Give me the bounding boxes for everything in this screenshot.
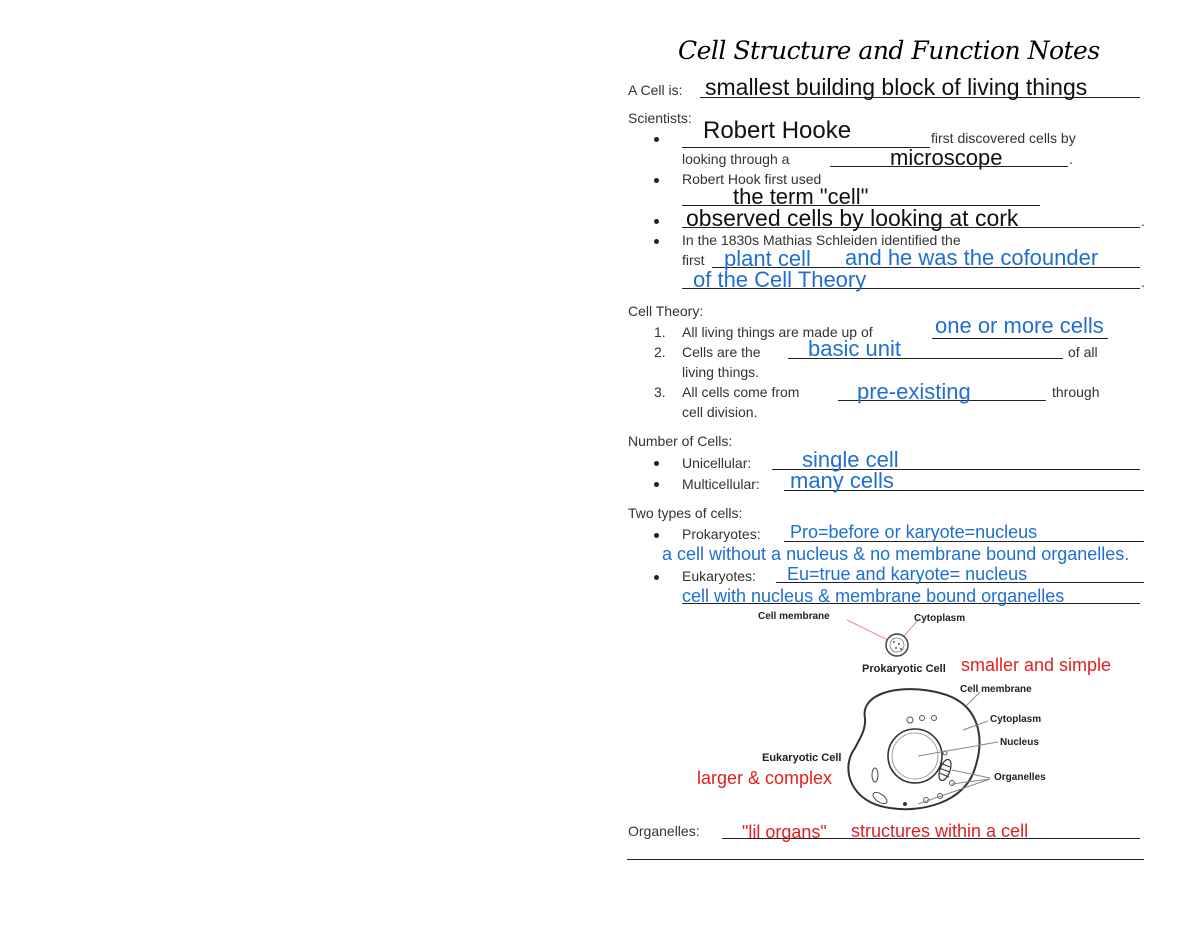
prokaryotes-answer: Pro=before or karyote=nucleus <box>790 522 1038 542</box>
pro-cytoplasm-label: Cytoplasm <box>914 613 966 624</box>
schleiden-answer-3: of the Cell Theory <box>693 267 867 292</box>
eu-organelles-label: Organelles <box>994 772 1046 783</box>
bullet-dot <box>654 178 659 183</box>
a-cell-answer: smallest building block of living things <box>705 74 1088 100</box>
eu-note: larger & complex <box>697 768 833 788</box>
unicellular-label: Unicellular: <box>682 455 752 471</box>
cork-answer: observed cells by looking at cork <box>686 205 1019 231</box>
theory-item-1: All living things are made up of <box>682 324 873 340</box>
theory-item-2a: Cells are the <box>682 344 761 360</box>
eukaryotes-label: Eukaryotes: <box>682 568 756 584</box>
schleiden-first: first <box>682 252 705 268</box>
two-types-label: Two types of cells: <box>628 505 743 521</box>
eukaryotes-answer-2: cell with nucleus & membrane bound organelles <box>682 586 1065 606</box>
theory-item-2c: living things. <box>682 364 760 380</box>
theory-answer-1: one or more cells <box>935 313 1104 338</box>
organelles-answer-1: "lil organs" <box>742 822 827 842</box>
theory-answer-3: pre-existing <box>857 379 971 404</box>
hooke-answer: Robert Hooke <box>703 117 852 144</box>
organelles-blank-2 <box>627 859 1144 860</box>
prokaryotic-cell <box>886 634 908 656</box>
pro-note: smaller and simple <box>961 655 1112 675</box>
microscope-answer: microscope <box>890 145 1003 170</box>
schleiden-answer-1: plant cell <box>724 246 811 271</box>
schleiden-text: In the 1830s Mathias Schleiden identified the <box>682 232 961 248</box>
eu-membrane-label: Cell membrane <box>960 684 1032 695</box>
hooke-text: first discovered cells by <box>931 130 1076 146</box>
organelles-label: Organelles: <box>628 823 700 839</box>
bullet-dot <box>654 575 659 580</box>
a-cell-label: A Cell is: <box>628 82 683 98</box>
theory-num-3: 3. <box>654 384 666 400</box>
theory-item-3b: through <box>1052 384 1100 400</box>
page-title: Cell Structure and Function Notes <box>678 36 1100 65</box>
bullet-dot <box>654 533 659 538</box>
term-cell-answer: the term "cell" <box>733 184 869 209</box>
nucleus <box>888 729 942 783</box>
multicellular-label: Multicellular: <box>682 476 760 492</box>
bullet-dot <box>654 461 659 466</box>
bullet-dot <box>654 482 659 487</box>
pro-membrane-label: Cell membrane <box>758 611 830 622</box>
microscope-end: . <box>1069 151 1073 167</box>
number-of-cells-label: Number of Cells: <box>628 433 733 449</box>
theory-item-3c: cell division. <box>682 404 758 420</box>
hook-used-text: Robert Hook first used <box>682 171 822 187</box>
unicellular-answer: single cell <box>802 447 899 472</box>
eu-caption: Eukaryotic Cell <box>762 752 842 764</box>
theory-num-2: 2. <box>654 344 666 360</box>
scientists-label: Scientists: <box>628 110 692 126</box>
theory-item-2b: of all <box>1068 344 1098 360</box>
bullet-dot <box>654 137 659 142</box>
hooke-line2: looking through a <box>682 151 790 167</box>
bullet-dot <box>654 239 659 244</box>
pro-membrane-pointer <box>847 620 888 640</box>
schleiden-answer-2: and he was the cofounder <box>845 245 1099 270</box>
organelles-answer-2: structures within a cell <box>851 821 1029 841</box>
eu-cytoplasm-label: Cytoplasm <box>990 714 1042 725</box>
prokaryotes-label: Prokaryotes: <box>682 526 761 542</box>
theory-answer-2: basic unit <box>808 336 901 361</box>
bullet-dot <box>654 219 659 224</box>
eu-nucleus-label: Nucleus <box>1000 737 1039 748</box>
prokaryotes-answer-2: a cell without a nucleus & no membrane bound organelles. <box>662 544 1130 564</box>
cell-theory-label: Cell Theory: <box>628 303 704 319</box>
multicellular-answer: many cells <box>790 468 894 493</box>
schleiden-end: . <box>1141 274 1145 290</box>
cork-end: . <box>1141 213 1145 229</box>
theory-item-3a: All cells come from <box>682 384 800 400</box>
eukaryotes-answer: Eu=true and karyote= nucleus <box>787 564 1028 584</box>
theory-num-1: 1. <box>654 324 666 340</box>
pro-caption: Prokaryotic Cell <box>862 663 946 675</box>
